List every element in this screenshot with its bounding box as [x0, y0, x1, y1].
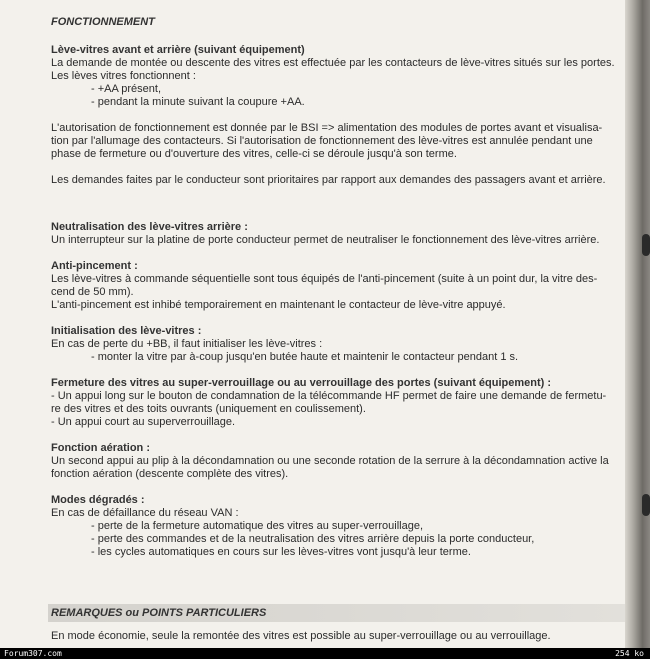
- section-title-remarques: REMARQUES ou POINTS PARTICULIERS: [51, 607, 267, 619]
- list-item: - les cycles automatiques en cours sur les lèves-vitres vont jusqu'à leur terme.: [91, 546, 471, 558]
- page-binding: [625, 0, 650, 648]
- paragraph-line: - Un appui court au superverrouillage.: [51, 416, 236, 428]
- binding-ring: [642, 234, 650, 256]
- paragraph-line: En cas de défaillance du réseau VAN :: [51, 507, 239, 519]
- body-text: [51, 44, 623, 559]
- heading-neutralisation: Neutralisation des lève-vitres arrière :: [51, 221, 248, 233]
- paragraph-line: Les lèves vitres fonctionnent :: [51, 70, 196, 82]
- paragraph-line: re des vitres et des toits ouvrants (uniquement en coulissement).: [51, 403, 366, 415]
- binding-ring: [642, 494, 650, 516]
- paragraph-line: L'autorisation de fonctionnement est donnée par le BSI => alimentation des modules de portes avant et visualisa-: [51, 122, 603, 134]
- section-title-fonctionnement: FONCTIONNEMENT: [51, 16, 155, 28]
- paragraph-line: cend de 50 mm).: [51, 286, 134, 298]
- list-item: - perte de la fermeture automatique des vitres au super-verrouillage,: [91, 520, 424, 532]
- heading-initialisation: Initialisation des lève-vitres :: [51, 325, 202, 337]
- list-item: - perte des commandes et de la neutralisation des vitres arrière depuis la porte conducteur,: [91, 533, 535, 545]
- footer-site-label: Forum307.com: [4, 649, 62, 658]
- paragraph-line: Les lève-vitres à commande séquentielle sont tous équipés de l'anti-pincement (suite à un point dur, la vitre des-: [51, 273, 598, 285]
- remark-text: En mode économie, seule la remontée des vitres est possible au super-verrouillage ou au verrouillage.: [51, 630, 551, 642]
- paragraph-line: La demande de montée ou descente des vitres est effectuée par les contacteurs de lève-vitres situés sur les portes.: [51, 57, 615, 69]
- heading-anti-pincement: Anti-pincement :: [51, 260, 138, 272]
- heading-leve-vitres: Lève-vitres avant et arrière (suivant équipement): [51, 44, 305, 56]
- heading-fonction-aeration: Fonction aération :: [51, 442, 150, 454]
- paragraph-line: - Un appui long sur le bouton de condamnation de la télécommande HF permet de faire une demande de fermetu-: [51, 390, 607, 402]
- footer-bar: [0, 648, 650, 659]
- paragraph-line: phase de fermeture ou d'ouverture des vitres, celle-ci se déroule jusqu'à son terme.: [51, 148, 457, 160]
- list-item: - +AA présent,: [91, 83, 162, 95]
- paragraph-line: Un second appui au plip à la décondamnation ou une seconde rotation de la serrure à la décondamnation active la: [51, 455, 609, 467]
- heading-modes-degrades: Modes dégradés :: [51, 494, 145, 506]
- heading-fermeture-vitres: Fermeture des vitres au super-verrouillage ou au verrouillage des portes (suivant équipement) :: [51, 377, 552, 389]
- list-item: - monter la vitre par à-coup jusqu'en butée haute et maintenir le contacteur pendant 1 s.: [91, 351, 519, 363]
- footer-size-label: 254 ko: [615, 649, 644, 658]
- list-item: - pendant la minute suivant la coupure +AA.: [91, 96, 305, 108]
- paragraph-line: tion par l'allumage des contacteurs. Si l'autorisation de fonctionnement des lève-vitres est annulée pendant une: [51, 135, 593, 147]
- paragraph-line: L'anti-pincement est inhibé temporairement en maintenant le contacteur de lève-vitre appuyé.: [51, 299, 506, 311]
- paragraph-line: Un interrupteur sur la platine de porte conducteur permet de neutraliser le fonctionnement des lève-vitres arrière.: [51, 234, 600, 246]
- paragraph-line: Les demandes faites par le conducteur sont prioritaires par rapport aux demandes des passagers avant et arrière.: [51, 174, 606, 186]
- paragraph-line: En cas de perte du +BB, il faut initialiser les lève-vitres :: [51, 338, 323, 350]
- paragraph-line: fonction aération (descente complète des vitres).: [51, 468, 289, 480]
